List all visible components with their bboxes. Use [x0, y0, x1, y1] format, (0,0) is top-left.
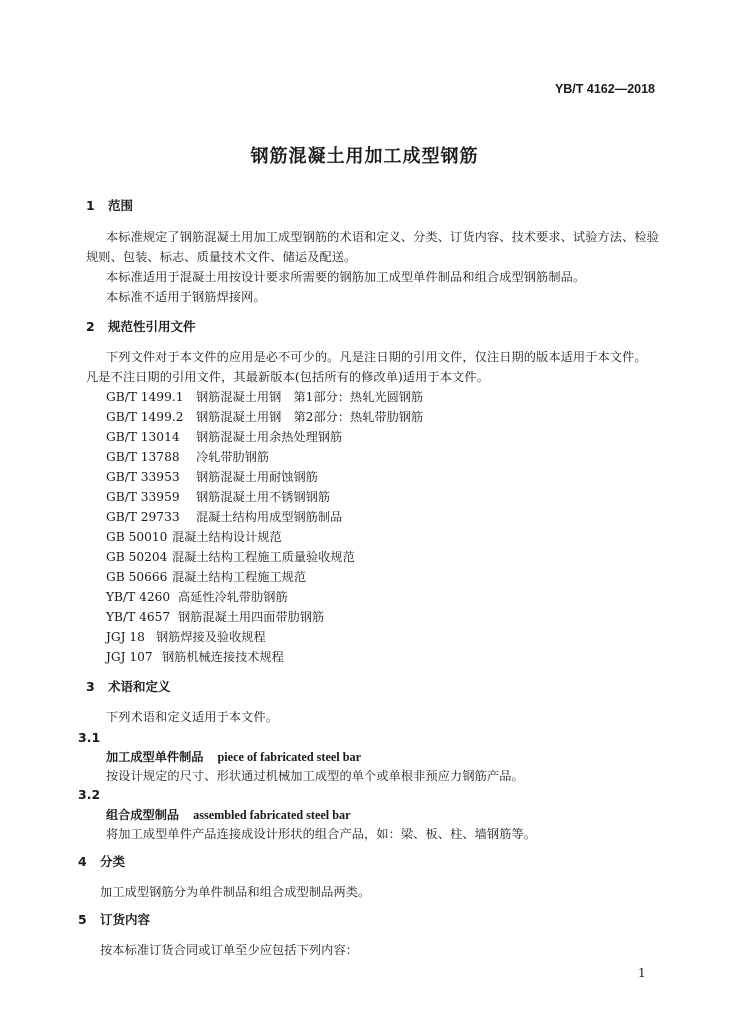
section-2-heading [86, 317, 196, 335]
reference-code: YB/T 4260 [106, 590, 171, 604]
term-definition: 将加工成型单件产品连接成设计形状的组合产品，如：梁、板、柱、墙钢筋等。 [106, 827, 537, 841]
paragraph: 本标准适用于混凝土用按设计要求所需要的钢筋加工成型单件制品和组合成型钢筋制品。 [106, 270, 586, 284]
reference-code: GB/T 1499.1 [106, 390, 184, 404]
section-title: 规范性引用文件 [108, 319, 196, 334]
term-zh: 组合成型制品 [106, 808, 180, 822]
page-number: 1 [638, 966, 646, 980]
standard-number: YB/T 4162—2018 [554, 82, 655, 96]
term-zh: 加工成型单件制品 [106, 750, 204, 764]
reference-item [106, 648, 284, 665]
reference-code: GB/T 1499.2 [106, 410, 184, 424]
reference-code: JGJ 18 [106, 630, 145, 644]
section-title: 术语和定义 [108, 679, 171, 694]
paragraph: 本标准不适用于钢筋焊接网。 [106, 290, 266, 304]
term-number: 3.2 [78, 787, 101, 802]
reference-code: GB/T 33953 [106, 470, 180, 484]
paragraph: 加工成型钢筋分为单件制品和组合成型制品两类。 [100, 885, 371, 899]
reference-name: 钢筋混凝土用四面带肋钢筋 [178, 610, 325, 624]
section-1-heading [86, 196, 133, 214]
reference-item [106, 568, 306, 585]
reference-code: YB/T 4657 [106, 610, 171, 624]
reference-item [106, 488, 330, 505]
reference-item [106, 528, 282, 545]
paragraph: 凡是不注日期的引用文件，其最新版本(包括所有的修改单)适用于本文件。 [86, 370, 489, 384]
reference-item [106, 588, 288, 605]
term-number: 3.1 [78, 730, 101, 745]
section-number: 1 [86, 198, 95, 213]
paragraph: 按本标准订货合同或订单至少应包括下列内容： [100, 943, 359, 957]
section-3-heading [86, 677, 171, 695]
term-heading [106, 806, 351, 823]
section-number: 5 [78, 912, 87, 927]
term-en: assembled fabricated steel bar [193, 808, 351, 822]
reference-name: 混凝土结构用成型钢筋制品 [196, 510, 343, 524]
reference-code: JGJ 107 [106, 650, 153, 664]
reference-name: 混凝土结构工程施工质量验收规范 [172, 550, 355, 564]
reference-item [106, 628, 266, 645]
reference-name: 钢筋混凝土用钢 第1部分：热轧光圆钢筋 [196, 390, 424, 404]
reference-code: GB/T 33959 [106, 490, 180, 504]
section-title: 分类 [100, 854, 126, 869]
reference-item [106, 508, 342, 525]
reference-name: 高延性冷轧带肋钢筋 [178, 590, 288, 604]
reference-item [106, 428, 342, 445]
term-en: piece of fabricated steel bar [217, 750, 361, 764]
reference-item [106, 468, 318, 485]
reference-code: GB 50010 [106, 530, 168, 544]
section-4-heading [78, 852, 125, 870]
reference-name: 钢筋混凝土用钢 第2部分：热轧带肋钢筋 [196, 410, 424, 424]
section-5-heading [78, 910, 150, 928]
section-number: 3 [86, 679, 95, 694]
section-title: 订货内容 [100, 912, 151, 927]
reference-name: 混凝土结构设计规范 [172, 530, 282, 544]
reference-item [106, 608, 324, 625]
reference-name: 冷轧带肋钢筋 [196, 450, 270, 464]
section-number: 4 [78, 854, 87, 869]
term-definition: 按设计规定的尺寸、形状通过机械加工成型的单个或单根非预应力钢筋产品。 [106, 769, 524, 783]
reference-item [106, 548, 355, 565]
section-title: 范围 [108, 198, 134, 213]
paragraph: 本标准规定了钢筋混凝土用加工成型钢筋的术语和定义、分类、订货内容、技术要求、试验方法、检验 [106, 230, 659, 244]
reference-item [106, 448, 269, 465]
document-title: 钢筋混凝土用加工成型钢筋 [250, 146, 479, 167]
reference-name: 钢筋机械连接技术规程 [162, 650, 284, 664]
reference-item [106, 388, 423, 405]
reference-item [106, 408, 423, 425]
reference-code: GB/T 13788 [106, 450, 180, 464]
paragraph: 下列文件对于本文件的应用是必不可少的。凡是注日期的引用文件，仅注日期的版本适用于本文件。 [106, 350, 647, 364]
reference-name: 钢筋焊接及验收规程 [156, 630, 266, 644]
reference-code: GB 50204 [106, 550, 168, 564]
reference-name: 钢筋混凝土用耐蚀钢筋 [196, 470, 318, 484]
reference-code: GB/T 29733 [106, 510, 180, 524]
section-number: 2 [86, 319, 95, 334]
term-heading [106, 748, 361, 765]
paragraph: 下列术语和定义适用于本文件。 [106, 710, 279, 724]
paragraph: 规则、包装、标志、质量技术文件、储运及配送。 [86, 250, 357, 264]
reference-name: 混凝土结构工程施工规范 [172, 570, 307, 584]
reference-name: 钢筋混凝土用余热处理钢筋 [196, 430, 343, 444]
reference-name: 钢筋混凝土用不锈钢钢筋 [196, 490, 331, 504]
reference-code: GB/T 13014 [106, 430, 180, 444]
reference-code: GB 50666 [106, 570, 168, 584]
